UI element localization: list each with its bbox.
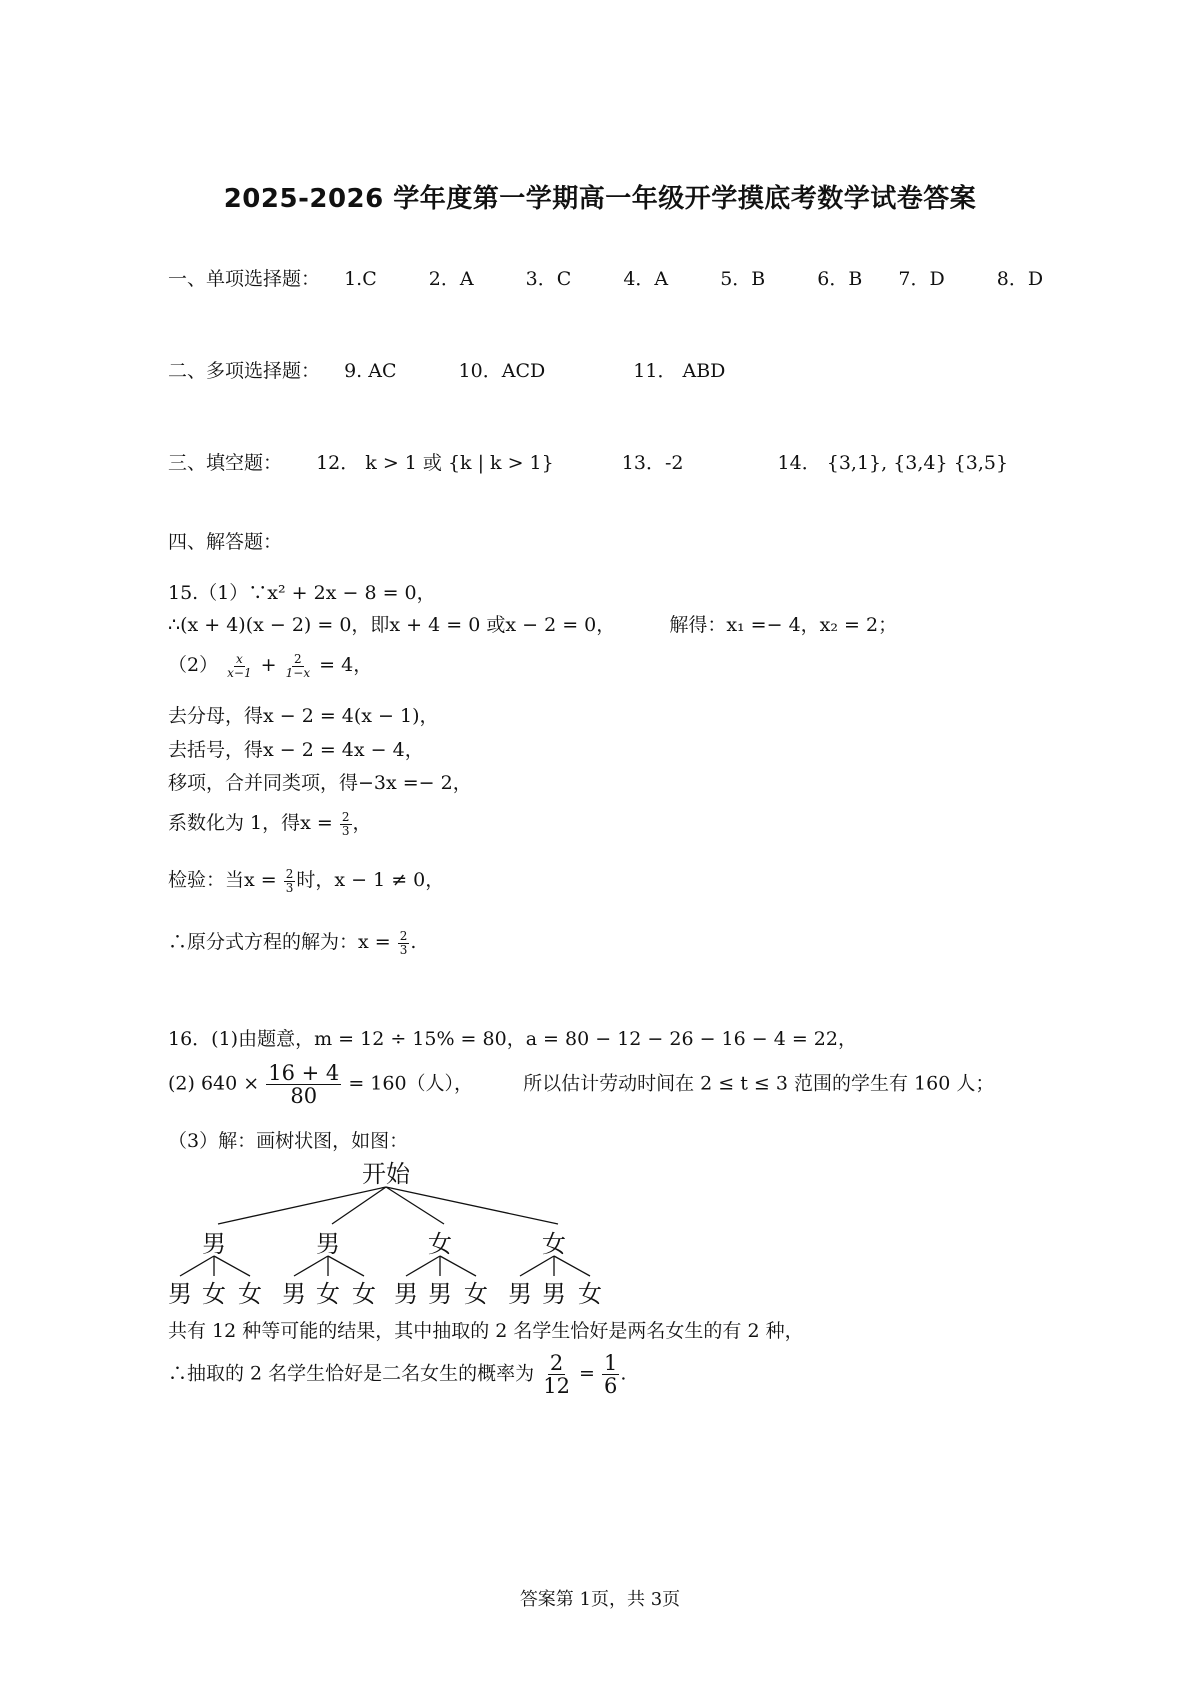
fraction: $\frac{1}{6}$ xyxy=(603,1351,618,1399)
text: ∴原分式方程的解为：x = xyxy=(168,931,391,953)
tree-edge xyxy=(386,1187,558,1224)
fraction: $\frac{2}{12}$ xyxy=(543,1351,570,1399)
tree-leaf: 男 xyxy=(428,1280,452,1308)
answer-item: 6．B xyxy=(817,268,863,290)
q16-line-5 xyxy=(168,1352,626,1397)
answer-item: 9. AC xyxy=(344,360,397,382)
tree-leaf: 男 xyxy=(282,1280,306,1308)
q15-line-1: 15.（1）∵x² + 2x − 8 = 0， xyxy=(168,582,436,604)
tree-leaf: 男 xyxy=(168,1280,192,1308)
answer-item: 1.C xyxy=(344,268,377,290)
q16-line-3: （3）解：画树状图，如图： xyxy=(168,1130,409,1152)
tree-edge xyxy=(386,1187,444,1224)
tree-root: 开始 xyxy=(362,1160,410,1188)
answer-item: 13．-2 xyxy=(621,452,684,474)
tree-edge xyxy=(328,1256,364,1276)
tree-level1-node: 男 xyxy=(202,1230,226,1258)
tree-leaf: 男 xyxy=(542,1280,566,1308)
fraction: $\frac{2}{3}$ xyxy=(399,928,408,957)
tree-edge xyxy=(520,1256,554,1276)
tree-leaf: 女 xyxy=(464,1280,488,1308)
answer-item: 4．A xyxy=(623,268,669,290)
q15-line-4: 去分母，得x − 2 = 4(x − 1)， xyxy=(168,705,439,727)
text: 时，x − 1 ≠ 0， xyxy=(296,869,445,891)
answer-item: 12． k > 1 或 {k | k > 1} xyxy=(316,452,554,474)
tree-edge xyxy=(294,1256,328,1276)
q15-line-2-right: 解得：x₁ =− 4，x₂ = 2； xyxy=(669,614,898,636)
fraction: $\frac{16 + 4}{80}$ xyxy=(268,1061,340,1109)
answer-item: 2．A xyxy=(428,268,474,290)
tree-level1-node: 男 xyxy=(316,1230,340,1258)
section-label: 三、填空题： xyxy=(168,452,283,474)
equation-rhs: = 4， xyxy=(319,654,373,676)
tree-level1-node: 女 xyxy=(542,1230,566,1258)
tree-edge xyxy=(406,1256,440,1276)
tree-edge xyxy=(554,1256,590,1276)
fraction: $\frac{2}{1-x}$ xyxy=(285,651,311,680)
plus-sign: + xyxy=(260,654,277,676)
tree-edge xyxy=(214,1256,250,1276)
equals-sign: = xyxy=(579,1362,595,1385)
page-footer: 答案第 1页，共 3页 xyxy=(519,1589,681,1610)
tree-leaf: 女 xyxy=(316,1280,340,1308)
fraction: $\frac{2}{3}$ xyxy=(285,866,294,895)
answer-item: 14． {3,1}, {3,4} {3,5} xyxy=(777,452,1009,474)
fraction: $\frac{x}{x-1}$ xyxy=(227,651,252,680)
section-label: 二、多项选择题： xyxy=(168,360,321,382)
answer-item: 7．D xyxy=(898,268,945,290)
q15-line-6: 移项，合并同类项，得−3x =− 2， xyxy=(168,772,472,794)
section-label: 一、单项选择题： xyxy=(168,268,321,290)
section-label-solve: 四、解答题： xyxy=(168,531,283,553)
q16-line-1: 16．(1)由题意，m = 12 ÷ 15% = 80，a = 80 − 12 − 26 − 16 − 4 = 22， xyxy=(168,1028,857,1050)
tree-leaf: 男 xyxy=(394,1280,418,1308)
q15-line-5: 去括号，得x − 2 = 4x − 4， xyxy=(168,739,424,761)
text: 检验：当x = xyxy=(168,869,277,891)
text: . xyxy=(410,931,417,953)
fraction: $\frac{2}{3}$ xyxy=(341,809,350,838)
answer-item: 11． ABD xyxy=(633,360,726,382)
answer-item: 5．B xyxy=(720,268,766,290)
tree-edge xyxy=(440,1256,476,1276)
answer-item: 10．ACD xyxy=(458,360,546,382)
q15-line-2-left: ∴(x + 4)(x − 2) = 0，即x + 4 = 0 或x − 2 = 0， xyxy=(168,614,616,636)
answer-item: 8．D xyxy=(996,268,1044,290)
text: = 160（人）， xyxy=(348,1072,474,1095)
answer-item: 3．C xyxy=(525,268,572,290)
text: (2) 640 × xyxy=(168,1072,260,1095)
text: 系数化为 1，得x = xyxy=(168,812,333,834)
page-title: 2025-2026 学年度第一学期高一年级开学摸底考数学试卷答案 xyxy=(223,184,977,214)
tree-edge xyxy=(218,1187,386,1224)
part-label: （2） xyxy=(168,654,219,676)
tree-edge xyxy=(180,1256,214,1276)
tree-leaf: 女 xyxy=(352,1280,376,1308)
tree-leaf: 女 xyxy=(202,1280,226,1308)
q16-line-4: 共有 12 种等可能的结果，其中抽取的 2 名学生恰好是两名女生的有 2 种， xyxy=(168,1320,804,1342)
tree-leaf: 女 xyxy=(238,1280,262,1308)
tree-leaf: 女 xyxy=(578,1280,602,1308)
tree-leaf: 男 xyxy=(508,1280,532,1308)
tree-level1-node: 女 xyxy=(428,1230,452,1258)
text: ∴抽取的 2 名学生恰好是二名女生的概率为 xyxy=(168,1362,535,1385)
text: 所以估计劳动时间在 2 ≤ t ≤ 3 范围的学生有 160 人； xyxy=(523,1072,995,1095)
text: . xyxy=(620,1362,627,1385)
text: ， xyxy=(352,812,372,834)
